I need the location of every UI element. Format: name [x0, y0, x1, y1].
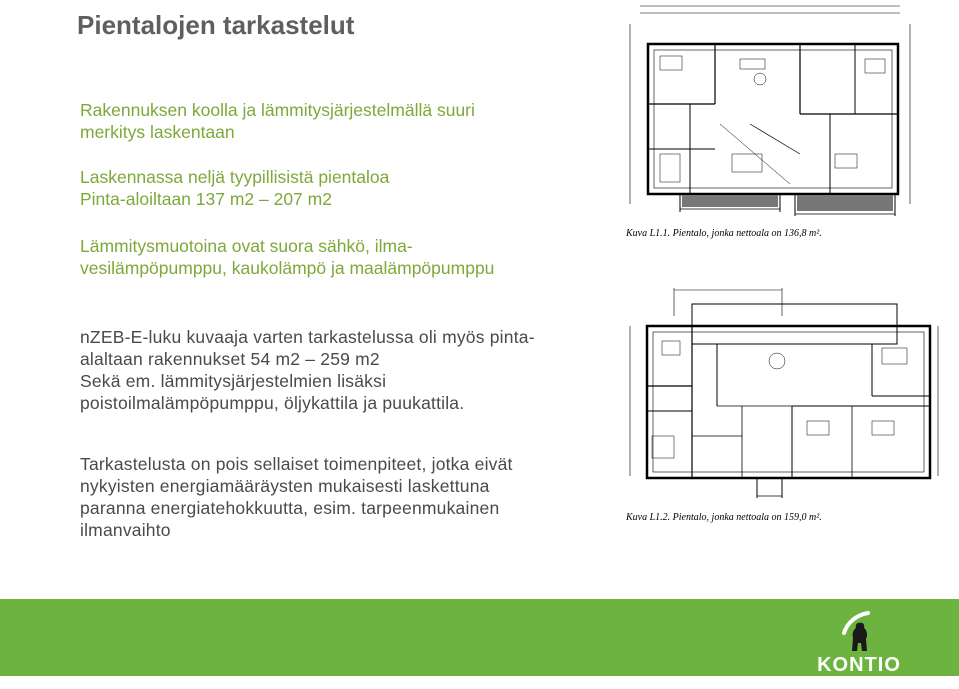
page-title: Pientalojen tarkastelut [77, 10, 355, 40]
logo-subtitle: HIRSITALOT JA -HUVILAT [818, 682, 900, 689]
text-line: merkitys laskentaan [80, 122, 235, 142]
logo-divider [819, 678, 899, 680]
text-line: nZEB-E-luku kuvaaja varten tarkastelussa oli myös pinta- [80, 327, 535, 347]
text-line: Laskennassa neljä tyypillisistä pientaloa [80, 167, 390, 187]
paragraph-heating-types [80, 235, 600, 279]
paragraph-four-houses [80, 166, 600, 210]
kontio-logo [817, 611, 901, 689]
text-line: nykyisten energiamääräysten mukaisesti laskettuna [80, 476, 490, 496]
text-line: paranna energiatehokkuutta, esim. tarpeenmukainen [80, 498, 500, 518]
text-line: Rakennuksen koolla ja lämmitysjärjestelmällä suuri [80, 100, 475, 120]
figure-1-caption: Kuva L1.1. Pientalo, jonka nettoala on 136,8 m². [626, 228, 822, 239]
floor-plan-2-image [622, 286, 944, 508]
paragraph-nzeb [80, 326, 600, 414]
footer-band [0, 599, 959, 689]
figure-2-caption: Kuva L1.2. Pientalo, jonka nettoala on 159,0 m². [626, 512, 822, 523]
logo-name: KONTIO [817, 654, 901, 676]
text-line: Pinta-aloiltaan 137 m2 – 207 m2 [80, 189, 332, 209]
text-line: poistoilmalämpöpumppu, öljykattila ja puukattila. [80, 393, 465, 413]
paragraph-building-size [80, 99, 600, 143]
floor-plan-1-image [620, 4, 920, 226]
text-line: alaltaan rakennukset 54 m2 – 259 m2 [80, 349, 380, 369]
text-line: Tarkastelusta on pois sellaiset toimenpiteet, jotka eivät [80, 454, 513, 474]
text-line: Lämmitysmuotoina ovat suora sähkö, ilma- [80, 236, 413, 256]
text-line: vesilämpöpumppu, kaukolämpö ja maalämpöpumppu [80, 258, 495, 278]
paragraph-excluded-measures [80, 453, 600, 541]
text-line: ilmanvaihto [80, 520, 171, 540]
bear-icon [832, 611, 886, 651]
text-line: Sekä em. lämmitysjärjestelmien lisäksi [80, 371, 387, 391]
